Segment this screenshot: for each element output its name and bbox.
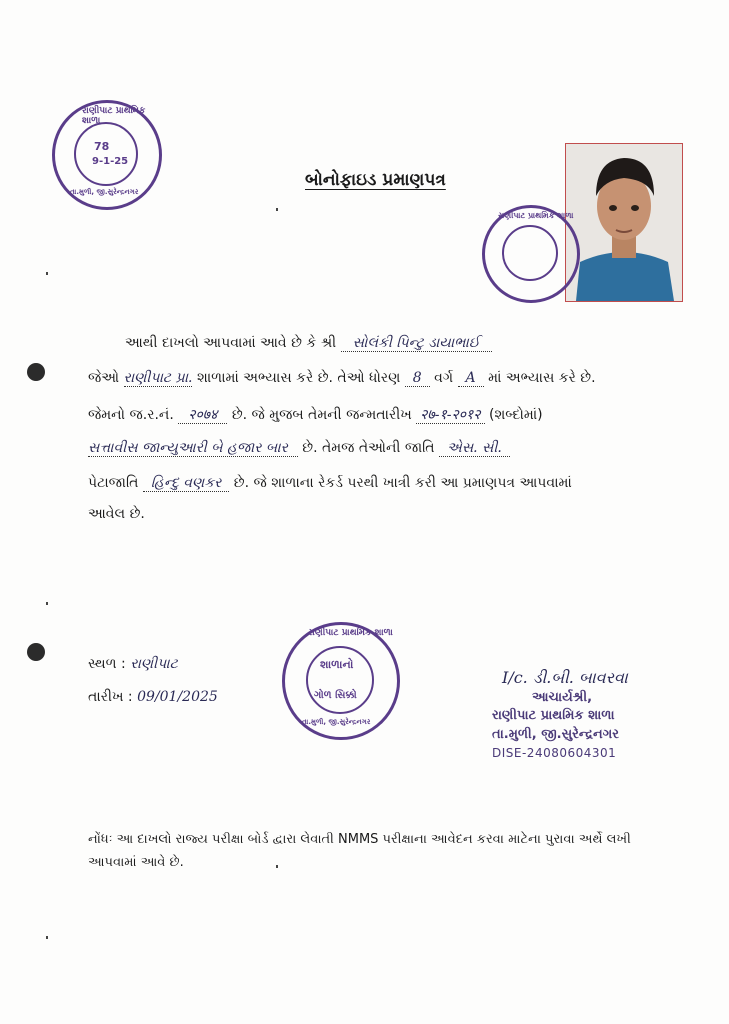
- speck: [46, 936, 48, 939]
- note-line-1: નોંધઃ આ દાખલો રાજ્ય પરીક્ષા બોર્ડ દ્વારા લેવાતી NMMS પરીક્ષાના આવેદન કરવા માટેના પુરાવા અર્થે લખી: [88, 832, 631, 847]
- student-name: સોલંકી પિન્ટુ ડાયાભાઈ: [341, 335, 492, 352]
- photo-stamp: [482, 205, 580, 303]
- line1-prefix: આથી દાખલો આપવામાં આવે છે કે શ્રી: [125, 335, 337, 351]
- line2-mid: શાળામાં અભ્યાસ કરે છે. તેઓ ધોરણ: [196, 370, 401, 386]
- speck: [46, 272, 48, 275]
- place-label: સ્થળ :: [88, 656, 126, 672]
- inward-stamp: [52, 100, 162, 210]
- seal-bottom-text: તા.મુળી, જી.સુરેન્દ્રનગર: [302, 718, 371, 726]
- signatory-code: DISE-24080604301: [492, 746, 617, 760]
- body-line-5: [88, 475, 572, 491]
- note-line-2: આપવામાં આવે છે.: [88, 855, 184, 870]
- date-label: તારીખ :: [88, 689, 133, 705]
- birth-date: २७-१-२०१२: [416, 407, 484, 424]
- school-round-seal: [282, 622, 400, 740]
- register-number: २०७४: [178, 407, 227, 424]
- stamp-ring-text: રાણીપાટ પ્રાથમિક શાળા: [82, 106, 146, 126]
- line4-mid: છે. તેમજ તેઓની જાતિ: [302, 440, 435, 456]
- body-line-4: [88, 440, 510, 456]
- student-photo: [565, 143, 683, 302]
- place-value: રાણીપાટ: [130, 656, 178, 672]
- stamp-bottom-text: તા.મુળી, જી.સુરેન્દ્રનગર: [70, 188, 139, 196]
- line3-mid: છે. જે મુજબ તેમની જન્મતારીખ: [231, 407, 412, 423]
- photo-stamp-text: રાણીપાટ પ્રાથમિક શાળા: [498, 211, 574, 220]
- division-value: A: [458, 370, 484, 387]
- stamp-number: 78: [94, 140, 110, 153]
- line5-prefix: પેટાજાતિ: [88, 475, 139, 491]
- footnote: [88, 832, 688, 870]
- body-line-3: [88, 405, 543, 424]
- signatory-address: તા.મુળી, જી.સુરેન્દ્રનગર: [492, 727, 619, 742]
- date-line: [88, 689, 218, 705]
- place-line: [88, 656, 178, 672]
- punch-hole-top: [27, 363, 45, 381]
- signatory-school: રાણીપાટ પ્રાથમિક શાળા: [492, 708, 615, 723]
- signatory-role: આચાર્યશ્રી,: [532, 690, 593, 705]
- seal-ring-text: રાણીપાટ પ્રાથમિક શાળા: [308, 628, 393, 638]
- principal-signature: I/c. ડી.બી. બાવરવા: [502, 668, 628, 687]
- body-line-6: [88, 506, 145, 522]
- signatory-block: [492, 690, 702, 760]
- stamp-date: 9-1-25: [92, 156, 129, 167]
- caste-value: એસ. સી.: [439, 440, 510, 457]
- subcaste-value: હિન્દુ વણકર: [143, 475, 229, 492]
- birth-date-words: સત્તાવીસ જાન્યુઆરી બે હજાર બાર: [88, 440, 298, 457]
- line2-prefix: જેઓ: [88, 370, 120, 386]
- body-line-1: [125, 335, 492, 351]
- line2-mid2: વર્ગ: [434, 370, 454, 386]
- line3-suffix: (શબ્દોમાં): [489, 407, 543, 423]
- line3-prefix: જેમનો જ.ર.નં.: [88, 407, 174, 423]
- seal-center-1: શાળાનો: [320, 658, 354, 671]
- seal-center-2: ગોળ સિક્કો: [314, 690, 357, 701]
- standard-value: 8: [405, 370, 430, 387]
- punch-hole-bottom: [27, 643, 45, 661]
- line2-suffix: માં અભ્યાસ કરે છે.: [488, 370, 596, 386]
- school-name: રાણીપાટ પ્રા.: [123, 370, 193, 386]
- line6-text: આવેલ છે.: [88, 506, 145, 522]
- speck: [276, 208, 278, 211]
- date-value: 09/01/2025: [137, 689, 218, 705]
- line5-suffix: છે. જે શાળાના રેકર્ડ પરથી ખાત્રી કરી આ પ્રમાણપત્ર આપવામાં: [233, 475, 572, 491]
- speck: [46, 602, 48, 605]
- body-line-2: [88, 370, 596, 386]
- document-title: બોનોફાઇડ પ્રમાણપત્ર: [305, 170, 446, 190]
